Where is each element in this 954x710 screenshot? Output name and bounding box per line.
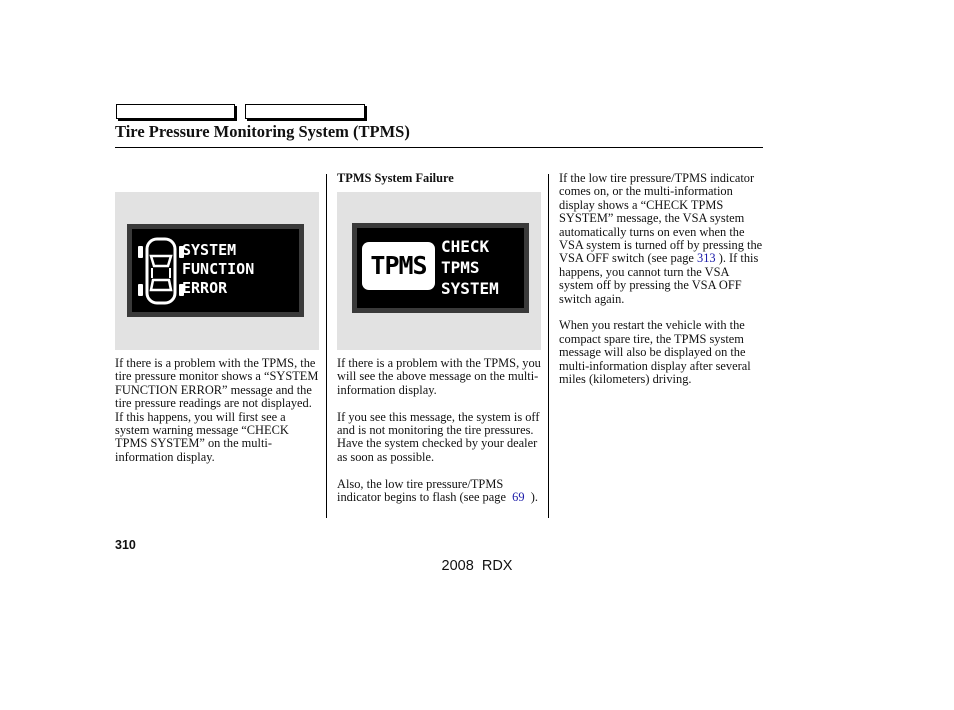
tpms-badge (362, 242, 435, 290)
column-divider-1 (326, 174, 327, 518)
display-screen (132, 229, 299, 312)
header-tab-1 (116, 104, 235, 119)
paragraph-1-text: If the low tire pressure/TPMS indicator comes on, or the multi-information display shows a “CHECK TPMS SYSTEM” message, the VSA system automatically turns on even when the VSA system is turned off by pressing the VSA OFF switch (see page (559, 171, 763, 266)
display-line-2: TPMS (441, 258, 480, 277)
paragraph-3-text: Also, the low tire pressure/TPMS indicator begins to flash (see page (337, 476, 506, 505)
display-line-1: SYSTEM (182, 241, 237, 259)
middle-paragraph-3 (337, 478, 542, 505)
right-paragraph-1 (559, 172, 764, 306)
paragraph-1-suffix: ). If this happens, you cannot turn the VSA system off by pressing the VSA OFF switch again. (559, 251, 759, 306)
middle-paragraph-1: If there is a problem with the TPMS, you will see the above message on the multi-information display. (337, 356, 541, 397)
display-line-3: ERROR (182, 279, 228, 297)
page-title: Tire Pressure Monitoring System (TPMS) (115, 122, 410, 141)
display-bezel (352, 223, 529, 313)
display-line-1: CHECK (441, 237, 490, 256)
tpms-badge-label: TPMS (370, 251, 427, 280)
middle-column-text (337, 357, 542, 518)
left-paragraph: If there is a problem with the TPMS, the tire pressure monitor shows a “SYSTEM FUNCTION ERROR” message and the tire pressure readings are not displayed. If this happens, you will first see a system warning message “CHECK TPMS SYSTEM” on the multi-information display. (115, 356, 319, 464)
display-line-3: SYSTEM (441, 279, 499, 298)
column-divider-2 (548, 174, 549, 518)
left-column-text (115, 357, 320, 478)
display-line-2: FUNCTION (182, 260, 255, 278)
section-heading: TPMS System Failure (337, 171, 454, 185)
page-number: 310 (115, 538, 136, 552)
car-tire-icon (138, 236, 184, 306)
right-column-text (559, 172, 764, 400)
middle-paragraph-2: If you see this message, the system is off and is not monitoring the tire pressures. Have the system checked by your dealer as soon as possible. (337, 409, 540, 464)
system-function-error-illustration (115, 192, 319, 350)
right-paragraph-2: When you restart the vehicle with the compact spare tire, the TPMS system message will also be displayed on the multi-information display after several miles (kilometers) driving. (559, 318, 751, 387)
check-tpms-system-illustration (337, 192, 541, 350)
page-link-69[interactable]: 69 (512, 490, 525, 505)
paragraph-3-suffix: ). (530, 490, 538, 505)
display-bezel (127, 224, 304, 317)
page-link-313[interactable]: 313 (697, 251, 716, 266)
title-rule (115, 147, 763, 148)
model-footer: 2008 RDX (441, 558, 513, 574)
display-screen (357, 228, 524, 308)
header-tab-2 (245, 104, 365, 119)
